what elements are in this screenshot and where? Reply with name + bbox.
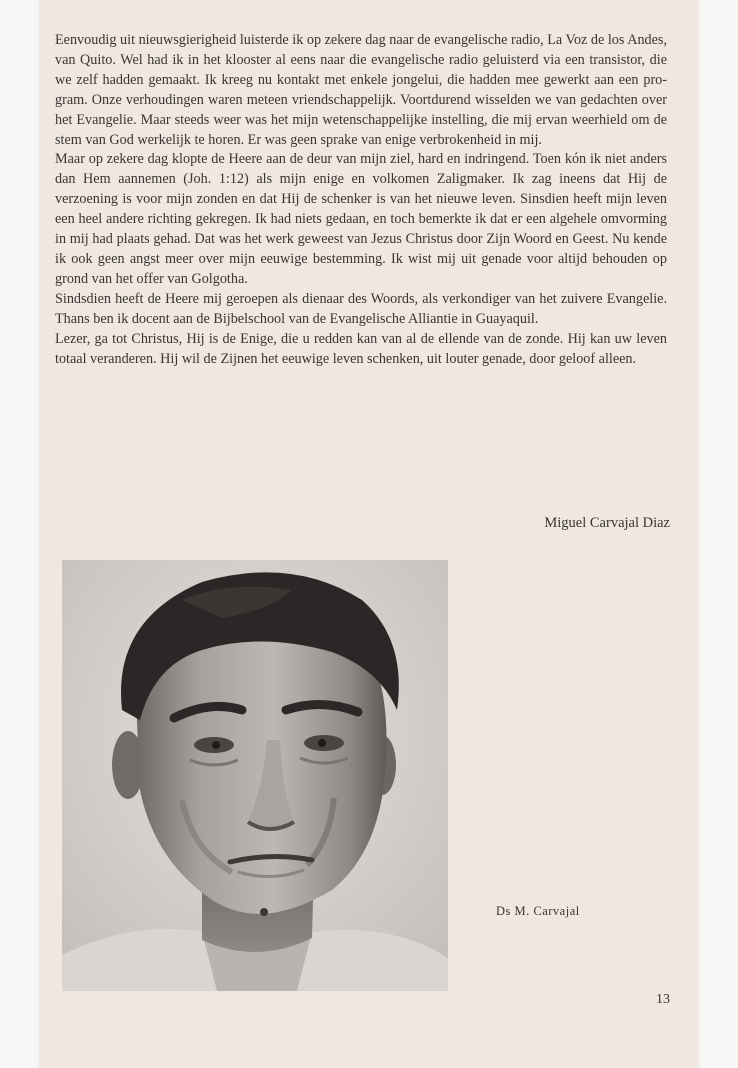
- page-number: 13: [656, 992, 670, 1007]
- paragraph-3: Sindsdien heeft de Heere mij geroepen als dienaar des Woords, als verkondiger van het zuivere Evangelie. Thans ben ik docent aan de Bijbelschool van de Evangelische Alliantie in Guayaquil.: [55, 290, 667, 327]
- paragraph-1: Eenvoudig uit nieuwsgierigheid luisterde ik op zekere dag naar de evangelische radio, La Voz de los Andes, van Quito. Wel had ik in het klooster al eens naar die evangelische radio geluisterd via een transistor, die we zelf hadden gemaakt. Ik kreeg nu kontakt met enkele jongelui, die hadden mee gewerkt aan een program. Onze verhoudingen waren meteen vriendschappelijk. Voortdurend wisselden we van gedachten over het Evangelie. Maar steeds weer was het mijn wetenschappelijke instelling, die mij ervan weerhield om de stem van God werkelijk te horen. Er was geen sprake van enige verbrokenheid in mij.: [55, 32, 667, 148]
- portrait-photo: [62, 560, 448, 991]
- author-signature: Miguel Carvajal Diaz: [544, 515, 670, 531]
- article-body: [55, 31, 667, 369]
- paragraph-4: Lezer, ga tot Christus, Hij is de Enige, die u redden kan van al de ellende van de zonde. Hij kan uw leven totaal veranderen. Hij wil de Zijnen het eeuwige leven schenken, uit louter genade, door geloof alleen.: [55, 330, 667, 367]
- photo-caption: Ds M. Carvajal: [496, 904, 580, 918]
- portrait-illustration: [62, 560, 448, 991]
- paragraph-2: Maar op zekere dag klopte de Heere aan de deur van mijn ziel, hard en indringend. Toen kón ik niet anders dan Hem aannemen (Joh. 1:12) als mijn enige en volkomen Zaligmaker. Ik zag ineens dat Hij de verzoening is voor mijn zonden en dat Hij de schenker is van het nieuwe leven. Sinsdien heeft mijn leven een heel andere richting gekregen. Ik had niets gedaan, en toch bemerkte ik dat er een algehele omvorming in mij had plaats gehad. Dat was het werk geweest van Jezus Christus door Zijn Woord en Geest. Nu kende ik ook geen angst meer over mijn eeuwige bestemming. Ik wist mij uit genade voor altijd behouden op grond van het offer van Golgotha.: [55, 151, 667, 287]
